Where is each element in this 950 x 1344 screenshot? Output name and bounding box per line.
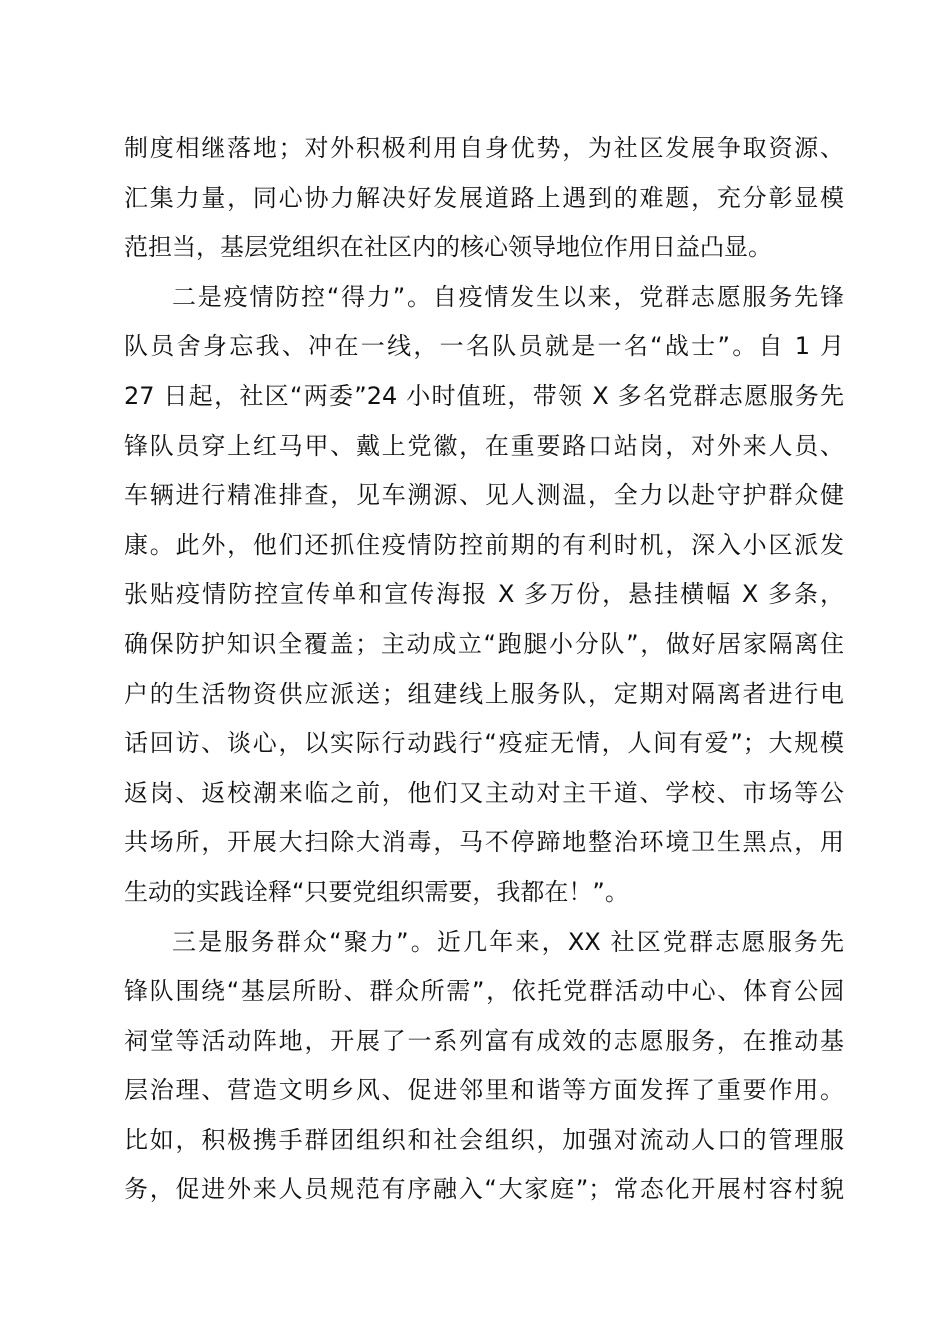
text-line: 范担当，基层党组织在社区内的核心领导地位作用日益凸显。 [124,233,772,262]
text-line: 队员舍身忘我、冲在一线，一名队员就是一名“战士”。自 1 月 [124,332,844,361]
text-line: 27 日起，社区“两委”24 小时值班，带领 X 多名党群志愿服务先 [124,381,844,410]
text-line: 锋队围绕“基层所盼、群众所需”，依托党群活动中心、体育公园 [124,977,844,1006]
text-line: 返岗、返校潮来临之前，他们又主动对主干道、学校、市场等公 [124,778,844,807]
text-line: 比如，积极携手群团组织和社会组织，加强对流动人口的管理服 [124,1125,844,1154]
paragraph-start-line: 三是服务群众“聚力”。近几年来，XX 社区党群志愿服务先 [172,927,844,956]
text-line: 祠堂等活动阵地，开展了一系列富有成效的志愿服务，在推动基 [124,1026,844,1055]
text-line: 车辆进行精准排查，见车溯源、见人测温，全力以赴守护群众健 [124,481,844,510]
text-line: 制度相继落地；对外积极利用自身优势，为社区发展争取资源、 [124,134,844,162]
text-line: 汇集力量，同心协力解决好发展道路上遇到的难题，充分彰显模 [124,183,844,212]
text-line: 话回访、谈心，以实际行动践行“疫症无情，人间有爱”；大规模 [124,729,844,758]
text-line: 层治理、营造文明乡风、促进邻里和谐等方面发挥了重要作用。 [124,1076,844,1105]
text-line: 康。此外，他们还抓住疫情防控前期的有利时机，深入小区派发 [124,530,844,559]
text-line: 锋队员穿上红马甲、戴上党徽，在重要路口站岗，对外来人员、 [124,431,844,460]
text-line: 共场所，开展大扫除大消毒，马不停蹄地整治环境卫生黑点，用 [124,828,844,857]
text-line: 务，促进外来人员规范有序融入“大家庭”；常态化开展村容村貌 [124,1175,844,1204]
text-line: 张贴疫情防控宣传单和宣传海报 X 多万份，悬挂横幅 X 多条， [124,580,844,609]
text-line: 户的生活物资供应派送；组建线上服务队，定期对隔离者进行电 [124,679,844,708]
text-line: 生动的实践诠释“只要党组织需要，我都在！”。 [124,877,629,906]
body-text [124,124,844,1215]
paragraph-start-line: 二是疫情防控“得力”。自疫情发生以来，党群志愿服务先锋 [172,282,844,311]
text-line: 确保防护知识全覆盖；主动成立“跑腿小分队”，做好居家隔离住 [124,629,844,658]
